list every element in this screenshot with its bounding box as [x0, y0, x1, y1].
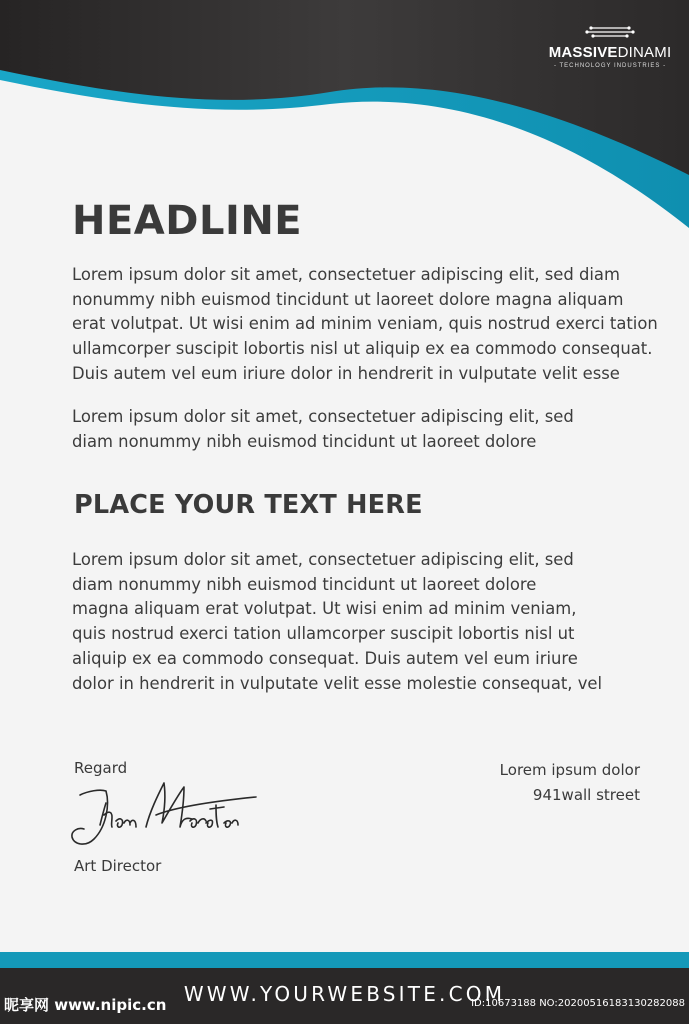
text-line: magna aliquam erat volutpat. Ut wisi enim ad minim veniam,	[72, 599, 577, 619]
text-line: Lorem ipsum dolor sit amet, consectetuer adipiscing elit, sed diam	[72, 265, 620, 284]
signature-image	[66, 775, 266, 855]
footer-accent-stripe	[0, 952, 689, 968]
body-paragraph-1	[72, 263, 658, 387]
headline: HEADLINE	[72, 198, 303, 244]
address-line-2: 941wall street	[532, 786, 640, 804]
text-line: quis nostrud exerci tation ullamcorper suscipit lobortis nisl ut	[72, 624, 575, 644]
closing-regard: Regard	[74, 759, 128, 777]
body-paragraph-2	[72, 405, 574, 454]
text-line: diam nonummy nibh euismod tincidunt ut laoreet dolore	[72, 431, 537, 451]
footer-website: WWW.YOURWEBSITE.COM	[183, 982, 506, 1006]
text-line: nonummy nibh euismod tincidunt ut laoreet dolore magna aliquam	[72, 289, 624, 309]
text-line: ullamcorper suscipit lobortis nisl ut aliquip ex ea commodo consequat.	[72, 339, 653, 359]
text-line: Lorem ipsum dolor sit amet, consectetuer adipiscing elit, sed	[72, 550, 574, 569]
text-line: dolor in hendrerit in vulputate velit esse molestie consequat, vel	[72, 673, 603, 693]
body-paragraph-3	[72, 548, 602, 696]
text-line: Lorem ipsum dolor sit amet, consectetuer adipiscing elit, sed	[72, 407, 574, 426]
watermark-right: ID:10673188 NO:20200516183130282088	[471, 998, 685, 1009]
address-line-1: Lorem ipsum dolor	[499, 761, 640, 779]
closing-role: Art Director	[74, 857, 162, 875]
brand-tagline: - TECHNOLOGY INDUSTRIES -	[553, 63, 667, 69]
text-line: aliquip ex ea commodo consequat. Duis autem vel eum iriure	[72, 648, 578, 668]
text-line: Duis autem vel eum iriure dolor in hendrerit in vulputate velit esse	[72, 363, 620, 383]
text-line: erat volutpat. Ut wisi enim ad minim veniam, quis nostrud exerci tation	[72, 314, 658, 334]
address-block	[500, 758, 640, 808]
circuit-logo-icon	[585, 24, 635, 40]
text-line: diam nonummy nibh euismod tincidunt ut laoreet dolore	[72, 574, 537, 594]
subheadline: PLACE YOUR TEXT HERE	[74, 490, 423, 520]
watermark-left: 昵享网 www.nipic.cn	[4, 996, 167, 1014]
brand-name: MASSIVEDINAMI	[548, 44, 672, 61]
brand-logo	[535, 24, 685, 69]
